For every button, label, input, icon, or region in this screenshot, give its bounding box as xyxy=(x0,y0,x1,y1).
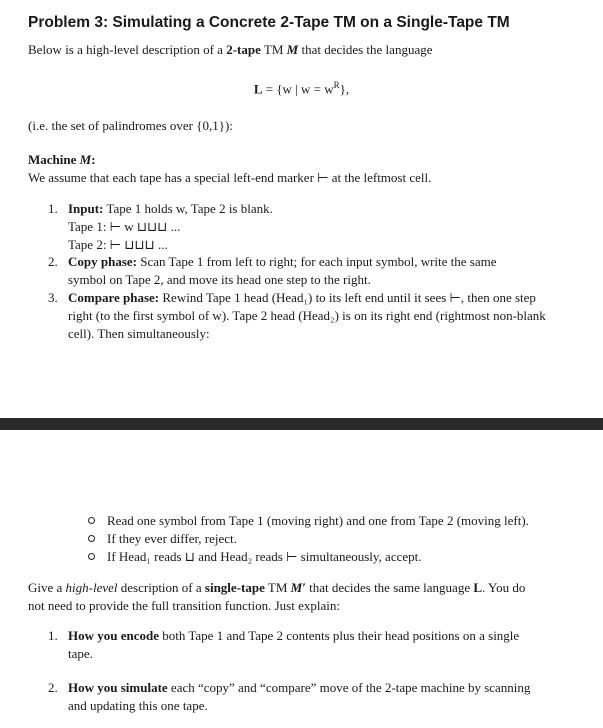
machine-assumption: We assume that each tape has a special left-end marker ⊢ at the leftmost cell. xyxy=(28,170,432,185)
bullet-circle-icon xyxy=(88,535,95,542)
language-formula: L = {w | $w = w^R$}, xyxy=(253,80,350,97)
compare-bullet: Read one symbol from Tape 1 (moving right) and one from Tape 2 (moving left). xyxy=(88,512,529,530)
task-line-2: not need to provide the full transition function. Just explain: xyxy=(28,598,340,613)
bullet-circle-icon xyxy=(88,517,95,524)
palindrome-note: (i.e. the set of palindromes over {0,1}): xyxy=(28,118,233,133)
machine-heading: Machine M: xyxy=(28,152,96,167)
task-line-1: Give a high-level description of a single-tape TM M′ that decides the same language L. You do xyxy=(28,580,526,595)
problem-title: Problem 3: Simulating a Concrete 2-Tape TM on a Single-Tape TM xyxy=(28,14,510,31)
tape2-diagram: Tape 2: ⊢ ⊔⊔⊔ ... xyxy=(68,237,168,252)
compare-bullet: If Head₁ reads ⊔ and Head₂ reads ⊢ simultaneously, accept. xyxy=(88,548,422,566)
compare-bullet: If they ever differ, reject. xyxy=(88,530,237,548)
intro-paragraph: Below is a high-level description of a 2-tape TM M that decides the language xyxy=(28,42,433,57)
page-section-bottom: Read one symbol from Tape 1 (moving right) and one from Tape 2 (moving left). If they ever differ, reject. If Head₁ reads ⊔ and Head₂ reads ⊢ simultaneously, accept. Give a high-level description of a single-tape TM M′ that decides the same language L. You do not need to provide the full transition function. Just explain: 1. How you encode both Tape 1 and Tape 2 contents plus their head positions on a single tape. 2. How you simulate each “copy” and “compare” move of the 2-tape machine by scanning and updating this one tape. xyxy=(28,513,531,713)
page-section-top: Problem 3: Simulating a Concrete 2-Tape TM on a Single-Tape TM Below is a high-level description of a 2-tape TM M that decides the language L = {w | $w = w^R$}, (i.e. the set of palindromes over {0,1}): Machine M: We assume that each tape has a special left-end marker ⊢ at the leftmost cell. 1. Input: Tape 1 holds w, Tape 2 is blank. Tape 1: ⊢ w ⊔⊔⊔ ... Tape 2: ⊢ ⊔⊔⊔ ... 2. Copy phase: Scan Tape 1 from left to right; for each input symbol, write the same symbol on Tape 2, and move its head one step to the right. 3. Compare phase: Rewind Tape 1 head (Head₁) to its left end until it sees ⊢, then one step right (to the first symbol of w). Tape 2 head (Head₂) is on its right end (rightmost non-blank cell). Then simultaneously: xyxy=(0,0,603,415)
page-divider xyxy=(0,418,603,430)
bullet-circle-icon xyxy=(88,553,95,560)
tape1-diagram: Tape 1: ⊢ w ⊔⊔⊔ ... xyxy=(68,219,181,234)
